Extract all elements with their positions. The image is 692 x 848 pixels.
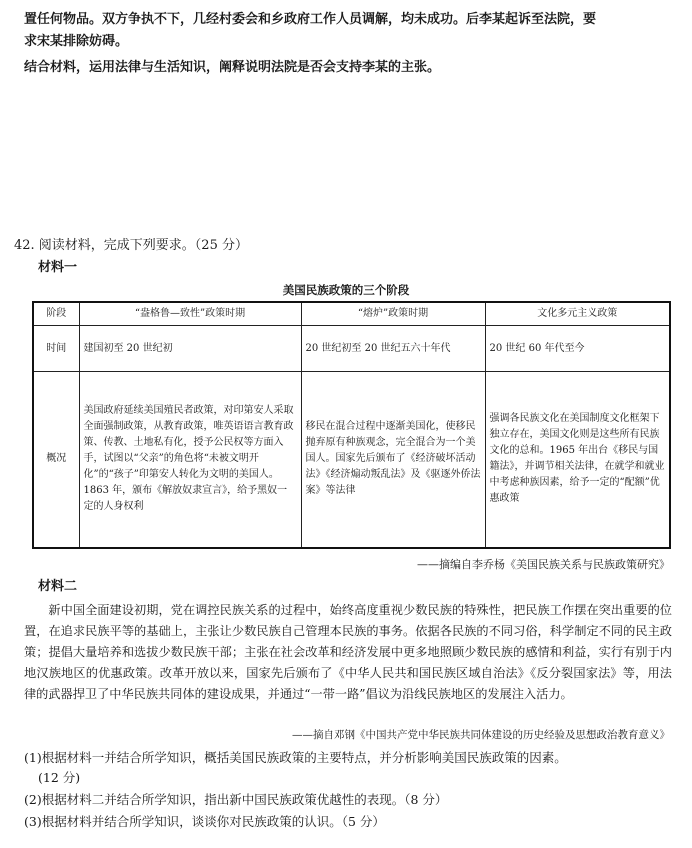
table-header-row	[33, 302, 670, 326]
material-label: 材料一	[38, 260, 78, 275]
table-title: 美国民族政策的三个阶段	[282, 283, 410, 297]
table-cell: 建国初至 20 世纪初	[79, 326, 301, 372]
table-header-cell: “熔炉”政策时期	[301, 302, 485, 326]
material-paragraph: 新中国全面建设初期，党在调控民族关系的过程中，始终高度重视少数民族的特殊性，把民族工作摆在突出重要的位置，在追求民族平等的基础上，主张让少数民族自己管理本民族的事务。依据各民族的不同习俗，科学制定不同的民主政策；提倡大量培养和选拔少数民族干部；主张在社会改革和经济发展中更多地照顾少数民族的感情和利益，实行有别于内地汉族地区的优惠政策。改革开放以来，国家先后颁布了《中华人民共和国民族区域自治法》《反分裂国家法》等，用法律的武器捍卫了中华民族共同体的建设成果，并通过“一带一路”倡议为沿线民族地区的发展注入活力。	[24, 603, 672, 701]
table-row	[33, 326, 670, 372]
table-cell: 20 世纪 60 年代至今	[485, 326, 670, 372]
source-citation: ——摘编自李乔杨《美国民族关系与民族政策研究》	[417, 558, 670, 571]
table-cell: 20 世纪初至 20 世纪五六十年代	[301, 326, 485, 372]
row-label: 概况	[33, 372, 79, 548]
table-cell: 移民在混合过程中逐渐美国化，使移民抛弃原有种族观念，完全混合为一个美国人。国家先后颁布了《经济破坏活动法》《经济煽动叛乱法》及《驱逐外侨法案》等法律	[301, 372, 485, 548]
policy-stages-table	[32, 301, 671, 549]
question-item-score: (12 分)	[38, 770, 81, 785]
question-heading: 42. 阅读材料，完成下列要求。（25 分）	[14, 238, 248, 253]
table-cell: 强调各民族文化在美国制度文化框架下独立存在，美国文化则是这些所有民族文化的总和。1965 年出台《移民与国籍法》，并调节相关法律，在就学和就业中考虑种族因素，给予一定的“配额”优惠政策	[485, 372, 670, 548]
material-label: 材料二	[38, 579, 78, 594]
source-citation: ——摘自邓钢《中国共产党中华民族共同体建设的历史经验及思想政治教育意义》	[292, 729, 670, 741]
table-header-cell: “盎格鲁—致性”政策时期	[79, 302, 301, 326]
table-header-cell: 阶段	[33, 302, 79, 326]
text-line: 置任何物品。双方争执不下，几经村委会和乡政府工作人员调解，均未成功。后李某起诉至法院，要	[24, 12, 597, 27]
text-line: 求宋某排除妨碍。	[24, 34, 129, 49]
question-item: (1)根据材料一并结合所学知识，概括美国民族政策的主要特点，并分析影响美国民族政策的因素。	[24, 750, 567, 765]
question-prompt: 结合材料，运用法律与生活知识，阐释说明法院是否会支持李某的主张。	[24, 60, 441, 75]
question-item: (3)根据材料并结合所学知识，谈谈你对民族政策的认识。（5 分）	[24, 814, 385, 829]
question-item: (2)根据材料二并结合所学知识，指出新中国民族政策优越性的表现。（8 分）	[24, 792, 448, 807]
table-row	[33, 372, 670, 548]
table-header-cell: 文化多元主义政策	[485, 302, 670, 326]
table-cell: 美国政府延续美国殖民者政策，对印第安人采取全面强制政策，从教育政策，唯英语语言教育政策、传教、土地私有化，授予公民权等方面入手，试图以“父亲”的角色将“未被文明开化”的“孩子”印第安人转化为文明的美国人。1863 年，颁布《解放奴隶宣言》，给予黑奴一定的人身权利	[79, 372, 301, 548]
row-label: 时间	[33, 326, 79, 372]
